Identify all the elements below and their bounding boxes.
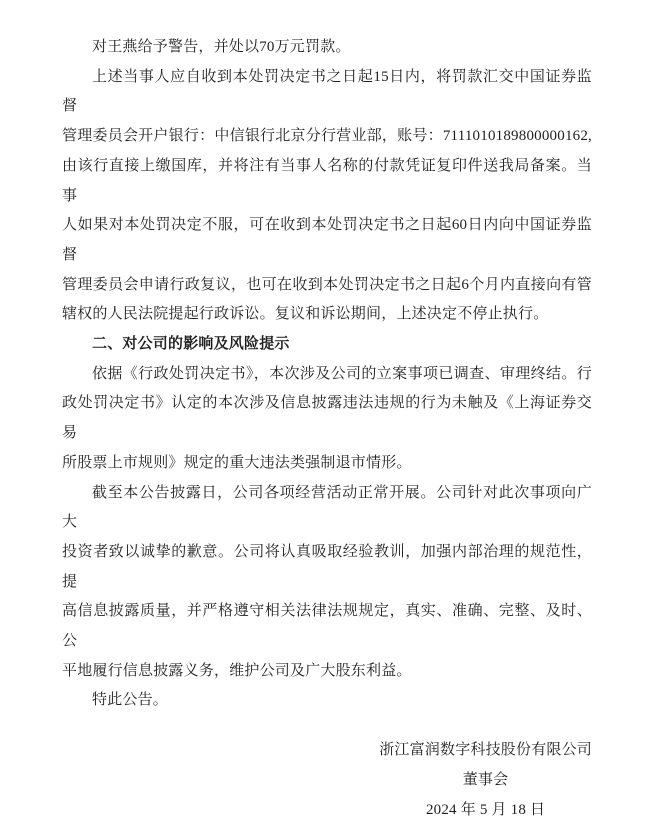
text-line: 人如果对本处罚决定不服，可在收到本处罚决定书之日起60日内向中国证券监督 xyxy=(62,217,592,263)
text-line: 高信息披露质量，并严格遵守相关法律法规规定，真实、准确、完整、及时、公 xyxy=(62,603,592,650)
text-line: 截至本公告披露日，公司各项经营活动正常开展。公司针对此次事项向广大 xyxy=(62,484,592,531)
text-line: 政处罚决定书》认定的本次涉及信息披露违法违规的行为未触及《上海证券交易 xyxy=(62,395,592,442)
text-line: 辖权的人民法院提起行政诉讼。复议和诉讼期间，上述决定不停止执行。 xyxy=(62,306,549,323)
text-line: 特此公告。 xyxy=(92,692,169,709)
signature-company: 浙江富润数字科技股份有限公司 xyxy=(379,742,592,759)
text-line: 投资者致以诚挚的歉意。公司将认真吸取经验教训，加强内部治理的规范性，提 xyxy=(62,543,592,590)
section-heading: 二、对公司的影响及风险提示 xyxy=(92,336,290,353)
signature-board: 董事会 xyxy=(462,772,509,789)
text-line: 所股票上市规则》规定的重大违法类强制退市情形。 xyxy=(62,454,412,471)
text-line: 对王燕给予警告，并处以70万元罚款。 xyxy=(92,39,351,55)
text-line: 上述当事人应自收到本处罚决定书之日起15日内，将罚款汇交中国证券监督 xyxy=(62,68,592,115)
text-line: 依据《行政处罚决定书》，本次涉及公司的立案事项已调查、审理终结。行 xyxy=(92,365,592,382)
text-line: 管理委员会开户银行：中信银行北京分行营业部，账号：7111010189800000162, xyxy=(62,128,592,145)
signature-date: 2024 年 5 月 18 日 xyxy=(425,802,546,819)
text-line: 平地履行信息披露义务，维护公司及广大股东利益。 xyxy=(62,662,412,679)
signature-block xyxy=(379,735,592,825)
text-line: 管理委员会申请行政复议，也可在收到本处罚决定书之日起6个月内直接向有管 xyxy=(62,276,592,293)
text-line: 由该行直接上缴国库，并将注有当事人名称的付款凭证复印件送我局备案。当事 xyxy=(62,157,592,204)
